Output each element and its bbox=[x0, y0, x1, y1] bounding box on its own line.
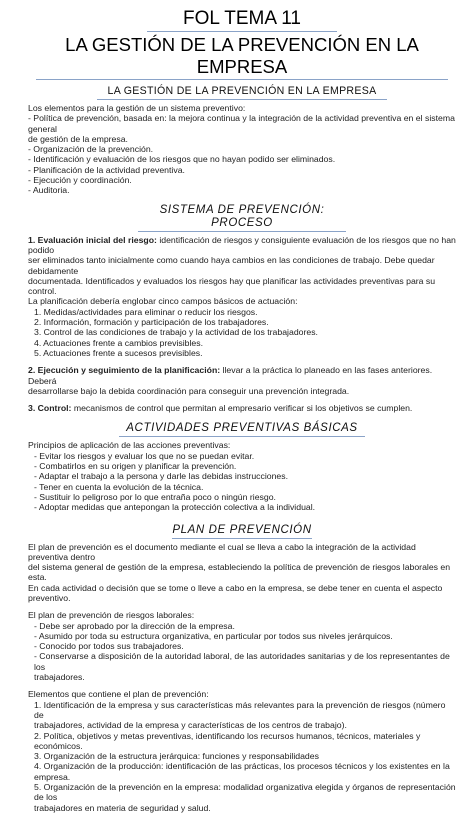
list-item: 2. Política, objetivos y metas preventivas, identificando los recursos humanos, técnicos, materiales y económicos. bbox=[34, 730, 421, 751]
list-item: 5. Organización de la prevención en la empresa: modalidad organizativa elegida y órganos de representación de los bbox=[34, 782, 456, 803]
list-item: 1. Identificación de la empresa y sus características más relevantes para la prevención de riesgos (número de bbox=[34, 699, 446, 720]
paragraph-line: En cada actividad o decisión que se tome o lleve a cabo en la empresa, se debe tener en cuenta el aspecto preventivo. bbox=[28, 582, 443, 603]
step-label: 2. Ejecución y seguimiento de la planificación: bbox=[28, 365, 221, 376]
spacer bbox=[28, 682, 456, 689]
list-item: - Adoptar medidas que antepongan la protección colectiva a la individual. bbox=[34, 502, 316, 513]
list-item: 4. Actuaciones frente a cambios previsibles. bbox=[34, 337, 204, 348]
paragraph-line: del sistema general de gestión de la empresa, estableciendo la política de prevención de riesgos laborales en esta. bbox=[28, 562, 451, 583]
list-item: - Conservarse a disposición de la autoridad laboral, de las autoridades sanitarias y de los representantes de los bbox=[34, 651, 450, 672]
paragraph-evaluacion bbox=[28, 235, 456, 256]
list-item: - Conocido por todos sus trabajadores. bbox=[34, 641, 184, 652]
list-item: - Adaptar el trabajo a la persona y darle las debidas instrucciones. bbox=[34, 471, 289, 482]
title-block bbox=[28, 8, 456, 80]
paragraph-line: La planificación debería englobar cinco campos básicos de actuación: bbox=[28, 296, 298, 307]
list-item: trabajadores. bbox=[34, 672, 85, 683]
section-heading-gestion: LA GESTIÓN DE LA PREVENCIÓN EN LA EMPRESA bbox=[97, 85, 387, 100]
paragraph-line: desarrollarse bajo la debida coordinación para conseguir una prevención integrada. bbox=[28, 385, 350, 396]
paragraph-control bbox=[28, 403, 456, 413]
list-item: - Evitar los riesgos y evaluar los que no se puedan evitar. bbox=[34, 450, 255, 461]
spacer bbox=[28, 603, 456, 610]
step-text: identificación de riesgos y consiguiente evaluación de los riesgos que no han podido bbox=[28, 234, 456, 255]
document-title: FOL TEMA 11 bbox=[147, 8, 337, 32]
list-item: 3. Control de las condiciones de trabajo y la actividad de los trabajadores. bbox=[34, 327, 318, 338]
step-text: mecanismos de control que permitan al empresario verificar si los objetivos se cumplen. bbox=[71, 403, 413, 414]
list-item: 5. Actuaciones frente a sucesos previsibles. bbox=[34, 347, 203, 358]
list-item: trabajadores, actividad de la empresa y características de los centros de trabajo). bbox=[34, 720, 347, 731]
list-item: - Combatirlos en su origen y planificar la prevención. bbox=[34, 461, 237, 472]
list-item: - Sustituir lo peligroso por lo que entraña poco o ningún riesgo. bbox=[34, 491, 276, 502]
list-item: - Ejecución y coordinación. bbox=[28, 175, 132, 186]
section-heading-proceso: SISTEMA DE PREVENCIÓN: PROCESO bbox=[138, 204, 346, 232]
list-item: de gestión de la empresa. bbox=[28, 133, 128, 144]
document-subtitle: LA GESTIÓN DE LA PREVENCIÓN EN LA EMPRESA bbox=[36, 34, 448, 80]
paragraph-ejecucion bbox=[28, 365, 456, 386]
paragraph-line: El plan de prevención es el documento mediante el cual se lleva a cabo la integración de la actividad preventiva dentro bbox=[28, 541, 416, 562]
step-label: 3. Control: bbox=[28, 403, 72, 414]
list-item: 2. Información, formación y participación de los trabajadores. bbox=[34, 317, 269, 328]
list-item: - Debe ser aprobado por la dirección de la empresa. bbox=[34, 620, 235, 631]
paragraph-line: documentada. Identificados y evaluados los riesgos hay que planificar las actividades preventivas para su control. bbox=[28, 275, 436, 297]
list-item: - Política de prevención, basada en: la mejora continua y la integración de la actividad preventiva en el sistema general bbox=[28, 113, 455, 134]
list-item: trabajadores en materia de seguridad y salud. bbox=[34, 802, 211, 813]
section-intro: Los elementos para la gestión de un sistema preventivo: bbox=[28, 103, 246, 113]
step-label: 1. Evaluación inicial del riesgo: bbox=[28, 234, 157, 245]
paragraph-line: ser eliminados tanto inicialmente como cuando haya cambios en las condiciones de trabajo. Debe quedar debidamente bbox=[28, 255, 435, 276]
step-text: llevar a la práctica lo planeado en las fases anteriores. Deberá bbox=[28, 365, 433, 386]
list-item: - Organización de la prevención. bbox=[28, 144, 154, 155]
list-item: - Auditoria. bbox=[28, 185, 70, 196]
section-intro: El plan de prevención de riesgos laborales: bbox=[28, 610, 195, 621]
spacer bbox=[28, 358, 456, 365]
list-item: 4. Organización de la producción: identificación de las prácticas, los procesos técnicos y los existentes en la empresa. bbox=[34, 761, 450, 782]
list-item: - Tener en cuenta la evolución de la técnica. bbox=[34, 481, 204, 492]
section-heading-plan: PLAN DE PREVENCIÓN bbox=[172, 524, 312, 539]
list-item: - Asumido por toda su estructura organizativa, en particular por todos sus niveles jerárquicos. bbox=[34, 630, 393, 641]
list-item: 1. Medidas/actividades para eliminar o reducir los riesgos. bbox=[34, 306, 258, 317]
section-intro: Principios de aplicación de las acciones preventivas: bbox=[28, 440, 231, 451]
spacer bbox=[28, 396, 456, 403]
list-item: 3. Organización de la estructura jerárquica: funciones y responsabilidades bbox=[34, 751, 319, 762]
list-item: - Identificación y evaluación de los riesgos que no hayan podido ser eliminados. bbox=[28, 154, 336, 165]
list-item: - Planificación de la actividad preventiva. bbox=[28, 164, 185, 175]
section-heading-actividades: ACTIVIDADES PREVENTIVAS BÁSICAS bbox=[119, 422, 365, 437]
section-intro: Elementos que contiene el plan de prevención: bbox=[28, 689, 209, 700]
